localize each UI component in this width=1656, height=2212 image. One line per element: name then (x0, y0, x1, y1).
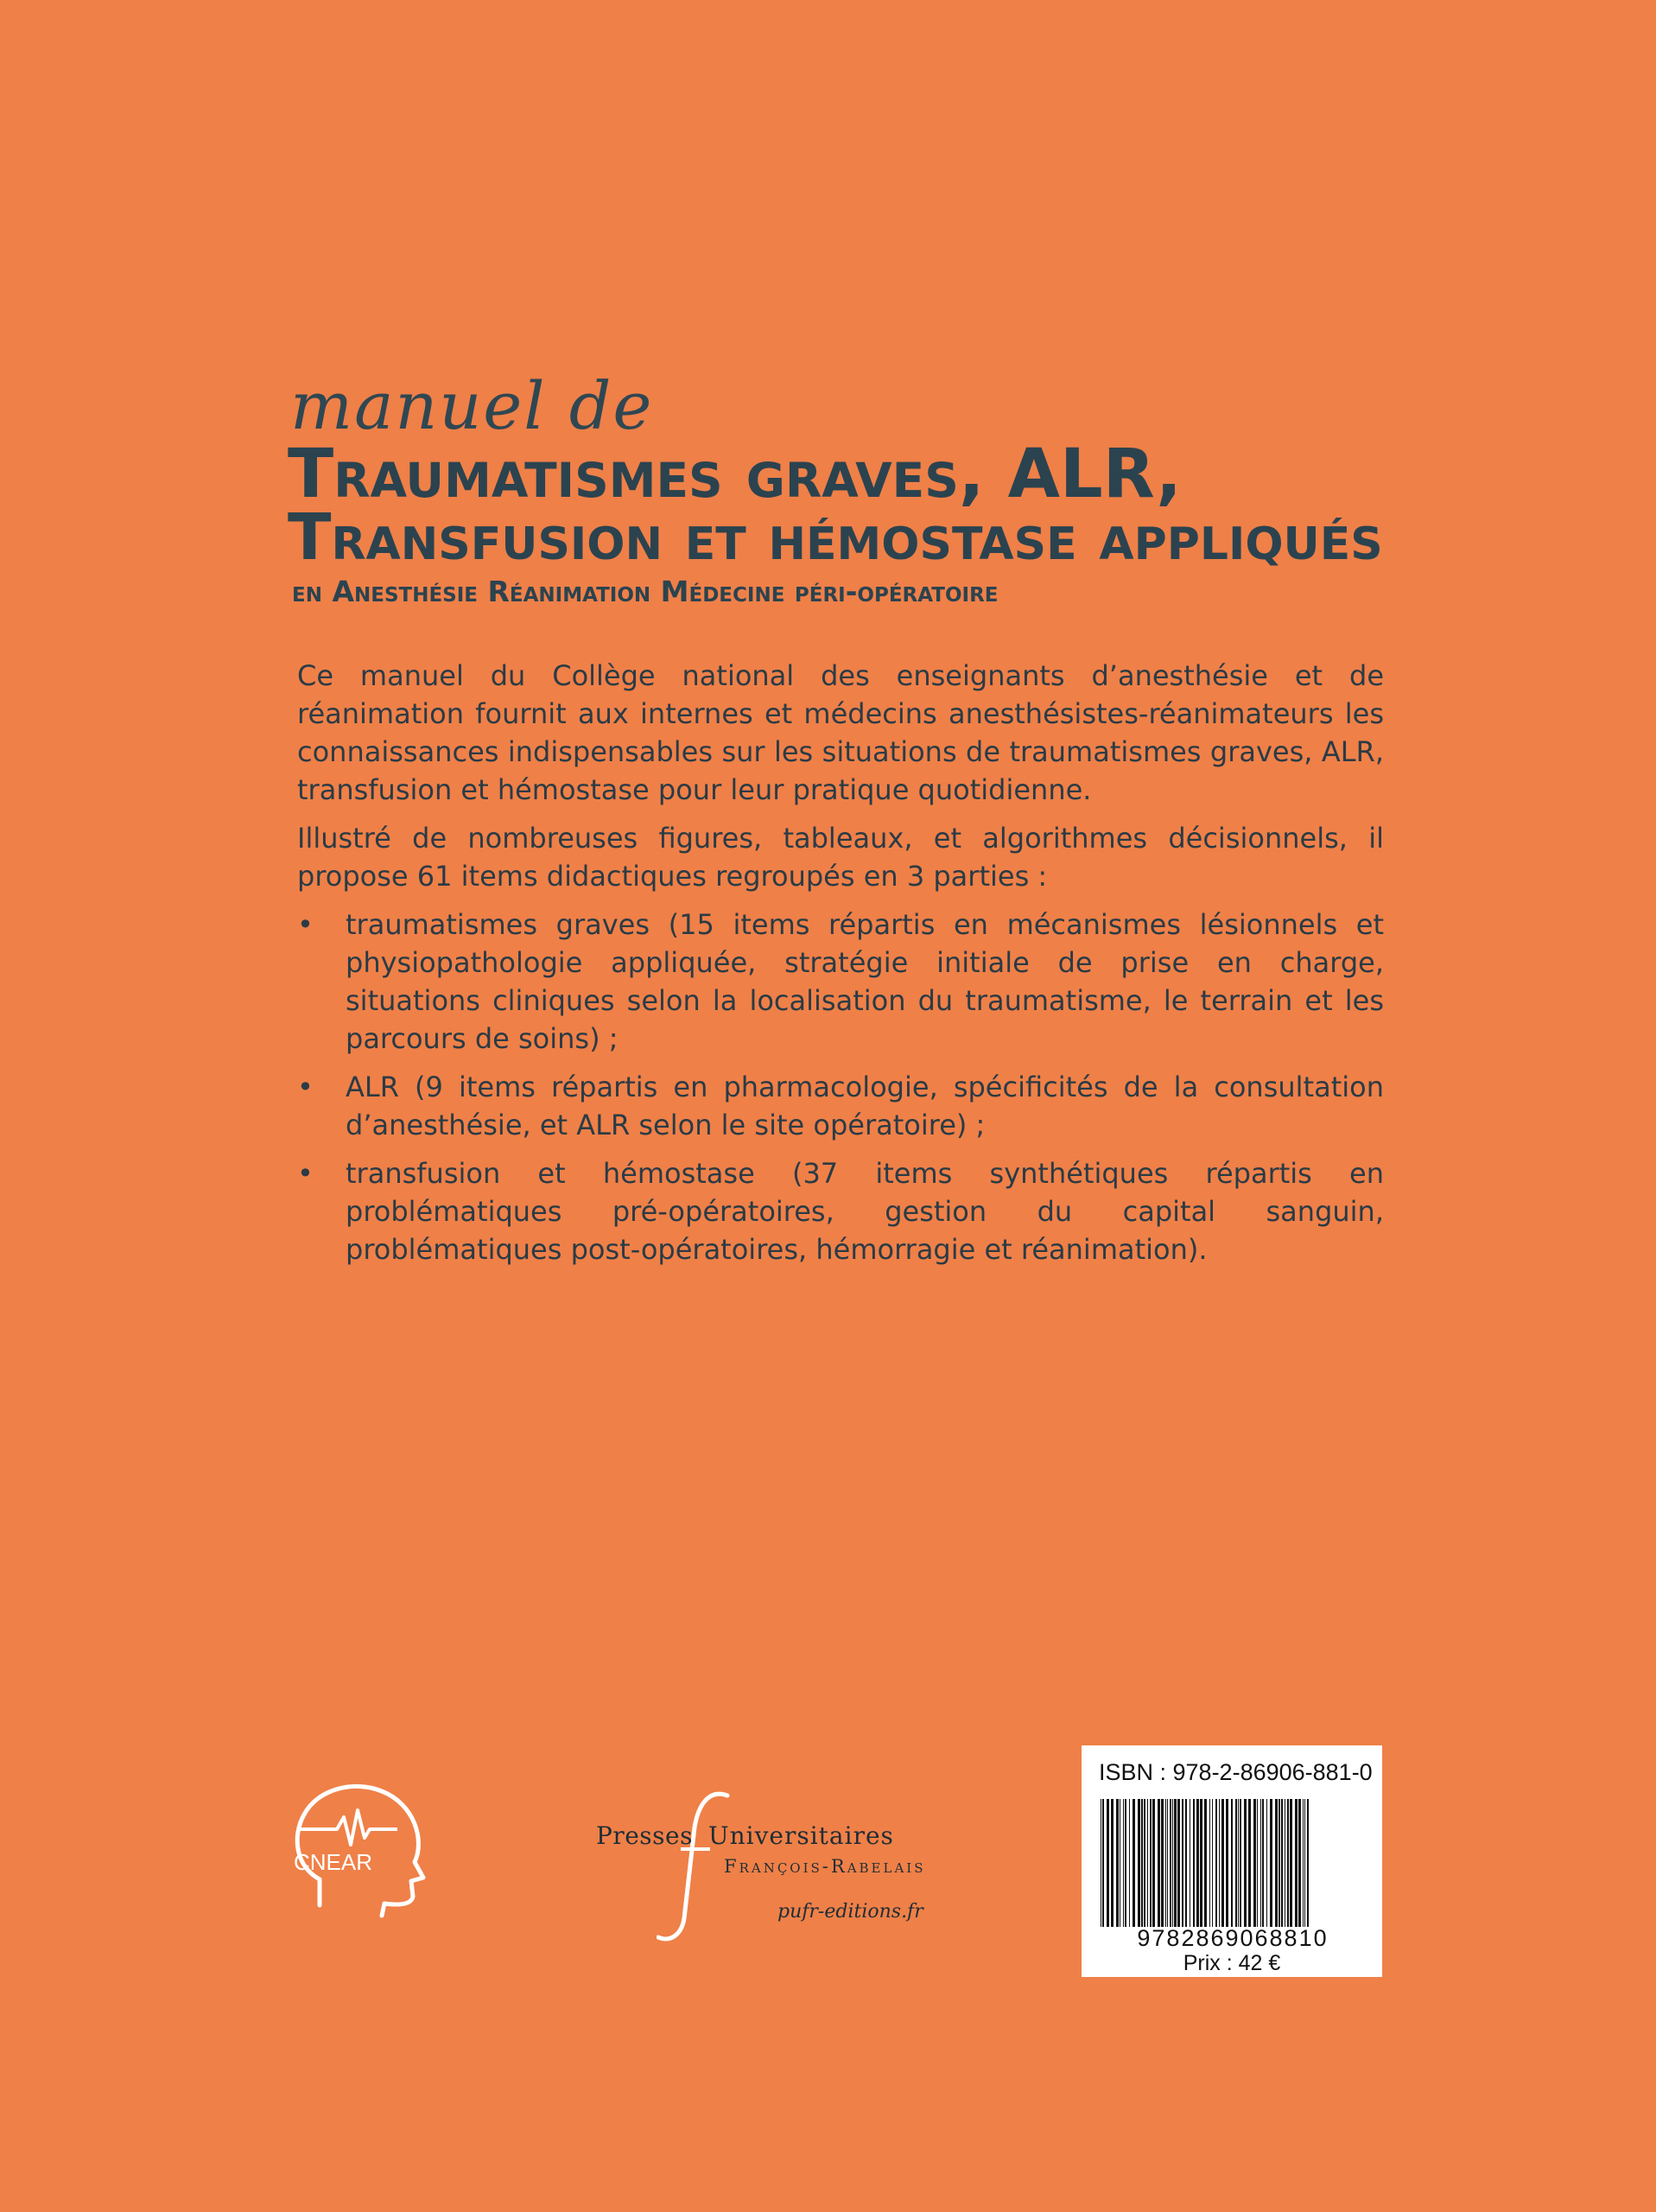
barcode-bar (1167, 1799, 1168, 1927)
barcode-bar (1204, 1799, 1207, 1927)
barcode-bar (1125, 1799, 1126, 1927)
publisher-f-logo-icon (657, 1789, 734, 1944)
barcode-bar (1150, 1799, 1152, 1927)
barcode-bar (1144, 1799, 1145, 1927)
barcode-bar (1193, 1799, 1195, 1927)
barcode-bar (1152, 1799, 1155, 1927)
barcode-bar (1307, 1799, 1309, 1927)
description-body (297, 657, 1384, 1279)
barcode-bar (1262, 1799, 1264, 1927)
isbn-barcode-box (1082, 1745, 1382, 1977)
list-item-text: ALR (9 items répartis en pharmacologie, spécificités de la consultation d’anesthésie, et ALR selon le site opératoire) ; (346, 1071, 1384, 1141)
bullet-icon: • (297, 908, 314, 941)
barcode-bar (1116, 1799, 1119, 1927)
barcode-bar (1196, 1799, 1199, 1927)
barcode-bar (1165, 1799, 1166, 1927)
barcode-bar (1287, 1799, 1289, 1927)
barcode-bar (1253, 1799, 1256, 1927)
description-paragraph-2: Illustré de nombreuses figures, tableaux, et algorithmes décisionnels, il propose 61 items didactiques regroupés en 3 parties : (297, 822, 1384, 893)
barcode-bar (1147, 1799, 1148, 1927)
list-item-text: transfusion et hémostase (37 items synthétiques répartis en problématiques pré-opératoires, gestion du capital sanguin, problématiques post-opératoires, hémorragie et réanimation). (346, 1157, 1384, 1266)
barcode-bar (1231, 1799, 1233, 1927)
barcode-bar (1244, 1799, 1247, 1927)
barcode-bar (1298, 1799, 1301, 1927)
barcode-bar (1123, 1799, 1124, 1927)
barcode-bar (1275, 1799, 1278, 1927)
isbn-label: ISBN : 978-2-86906-881-0 (1099, 1759, 1373, 1785)
barcode-bar (1212, 1799, 1213, 1927)
head-heartbeat-icon (285, 1776, 432, 1918)
barcode-bar (1270, 1799, 1272, 1927)
barcode-bar (1138, 1799, 1140, 1927)
barcode-bar (1266, 1799, 1267, 1927)
barcode-bar (1172, 1799, 1173, 1927)
book-subtitle: en Anesthésie Réanimation Médecine péri-opératoire (292, 575, 999, 608)
price-label: Prix : 42 € (1183, 1951, 1281, 1975)
list-item (297, 1154, 1384, 1268)
barcode-bar (1295, 1799, 1298, 1927)
bullet-icon: • (297, 1157, 314, 1190)
barcode-bar (1290, 1799, 1292, 1927)
barcode-bar (1238, 1799, 1239, 1927)
list-item-text: traumatismes graves (15 items répartis en mécanismes lésionnels et physiopathologie appliquée, stratégie initiale de prise en charge, situations cliniques selon la localisation du traumatisme, le terrain et les parcours de soins) ; (346, 908, 1384, 1055)
book-title-line-1: Traumatismes graves, ALR, (288, 435, 1182, 513)
cnear-logo-text: CNEAR (294, 1849, 373, 1875)
barcode-bar (1161, 1799, 1164, 1927)
barcode-bar (1240, 1799, 1241, 1927)
barcode-bar (1209, 1799, 1210, 1927)
barcode-icon (1099, 1799, 1367, 1927)
barcode-bar (1158, 1799, 1160, 1927)
barcode-bar (1278, 1799, 1280, 1927)
barcode-bar (1177, 1799, 1180, 1927)
book-title-line-2: Transfusion et hémostase appliqués (288, 500, 1383, 575)
barcode-bar (1141, 1799, 1143, 1927)
publisher-francois-rabelais: François-Rabelais (724, 1856, 926, 1877)
barcode-bar (1303, 1799, 1304, 1927)
script-label: manuel de (290, 367, 654, 444)
parts-list (297, 906, 1384, 1268)
publisher-universitaires: Universitaires (708, 1821, 894, 1850)
barcode-bar (1174, 1799, 1177, 1927)
publisher-website: pufr-editions.fr (777, 1901, 923, 1923)
barcode-bar (1219, 1799, 1220, 1927)
barcode-bar (1235, 1799, 1237, 1927)
barcode-bar (1129, 1799, 1130, 1927)
barcode-bar (1257, 1799, 1258, 1927)
barcode-digits: 9782869068810 (1137, 1925, 1329, 1951)
barcode-bar (1111, 1799, 1114, 1927)
barcode-bar (1200, 1799, 1202, 1927)
list-item (297, 906, 1384, 1058)
barcode-bar (1304, 1799, 1305, 1927)
barcode-bar (1133, 1799, 1135, 1927)
barcode-bar (1215, 1799, 1217, 1927)
barcode-bar (1260, 1799, 1261, 1927)
description-paragraph-1: Ce manuel du Collège national des enseignants d’anesthésie et de réanimation fournit aux internes et médecins anesthésistes-réanimateurs les connaissances indispensables sur les situations de traumatismes graves, ALR, transfusion et hémostase pour leur pratique quotidienne. (297, 659, 1384, 806)
barcode-bar (1248, 1799, 1251, 1927)
barcode-bar (1281, 1799, 1283, 1927)
barcode-bar (1185, 1799, 1187, 1927)
barcode-bar (1170, 1799, 1171, 1927)
publisher-presses: Presses (596, 1821, 693, 1850)
barcode-bar (1107, 1799, 1109, 1927)
list-item (297, 1068, 1384, 1144)
barcode-bar (1102, 1799, 1104, 1927)
barcode-bar (1182, 1799, 1183, 1927)
barcode-bar (1221, 1799, 1224, 1927)
barcode-bar (1226, 1799, 1228, 1927)
bullet-icon: • (297, 1071, 314, 1103)
